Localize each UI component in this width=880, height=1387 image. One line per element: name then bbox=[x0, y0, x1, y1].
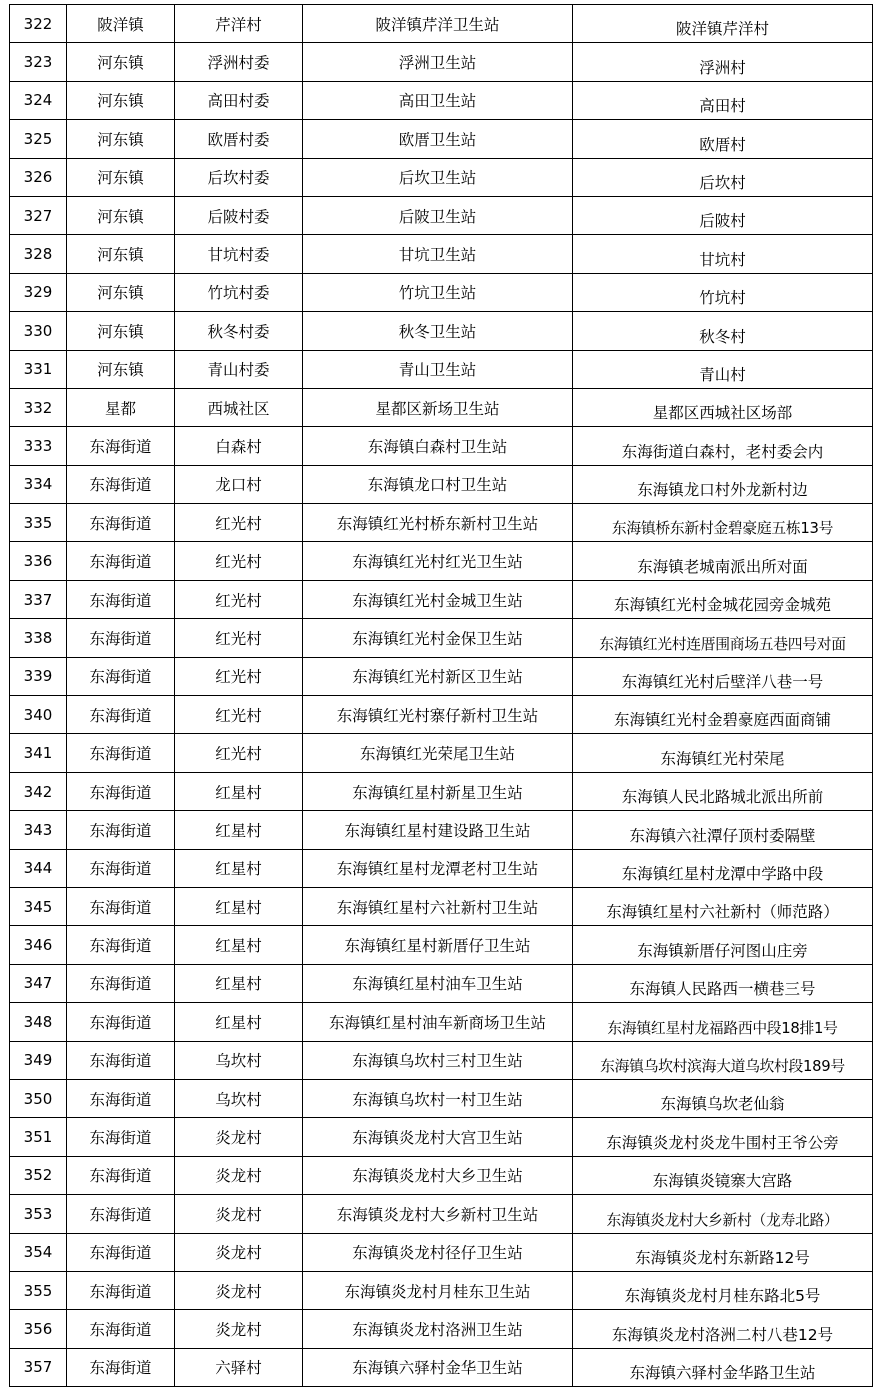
town-cell: 东海街道 bbox=[67, 619, 175, 657]
row-number: 324 bbox=[10, 81, 67, 119]
town-cell: 东海街道 bbox=[67, 926, 175, 964]
row-number: 337 bbox=[10, 580, 67, 618]
village-cell: 龙口村 bbox=[175, 465, 303, 503]
address-cell: 东海镇人民路西一横巷三号 bbox=[573, 964, 873, 1002]
address-cell: 青山村 bbox=[573, 350, 873, 388]
row-number: 339 bbox=[10, 657, 67, 695]
station-name-cell: 后坎卫生站 bbox=[303, 158, 573, 196]
town-cell: 河东镇 bbox=[67, 81, 175, 119]
town-cell: 东海街道 bbox=[67, 1271, 175, 1309]
town-cell: 东海街道 bbox=[67, 504, 175, 542]
address-cell: 东海镇红星村龙福路西中段18排1号 bbox=[573, 1003, 873, 1041]
table-row bbox=[10, 350, 873, 388]
row-number: 329 bbox=[10, 273, 67, 311]
address-cell: 东海镇红星村六社新村（师范路） bbox=[573, 887, 873, 925]
address-cell: 东海镇红光村金城花园旁金城苑 bbox=[573, 580, 873, 618]
town-cell: 河东镇 bbox=[67, 43, 175, 81]
row-number: 332 bbox=[10, 388, 67, 426]
table-row bbox=[10, 196, 873, 234]
village-cell: 红星村 bbox=[175, 926, 303, 964]
station-name-cell: 欧厝卫生站 bbox=[303, 120, 573, 158]
table-row bbox=[10, 734, 873, 772]
address-cell: 甘坑村 bbox=[573, 235, 873, 273]
row-number: 335 bbox=[10, 504, 67, 542]
table-row bbox=[10, 120, 873, 158]
row-number: 343 bbox=[10, 811, 67, 849]
station-name-cell: 东海镇红星村新星卫生站 bbox=[303, 772, 573, 810]
table-body bbox=[10, 5, 873, 1387]
table-row bbox=[10, 273, 873, 311]
row-number: 352 bbox=[10, 1156, 67, 1194]
table-row bbox=[10, 388, 873, 426]
address-cell: 陂洋镇芹洋村 bbox=[573, 5, 873, 43]
row-number: 345 bbox=[10, 887, 67, 925]
table-row bbox=[10, 1310, 873, 1348]
station-name-cell: 竹坑卫生站 bbox=[303, 273, 573, 311]
row-number: 355 bbox=[10, 1271, 67, 1309]
town-cell: 东海街道 bbox=[67, 734, 175, 772]
address-cell: 欧厝村 bbox=[573, 120, 873, 158]
table-row bbox=[10, 43, 873, 81]
station-name-cell: 东海镇白森村卫生站 bbox=[303, 427, 573, 465]
town-cell: 陂洋镇 bbox=[67, 5, 175, 43]
address-cell: 东海镇桥东新村金碧豪庭五栋13号 bbox=[573, 504, 873, 542]
table-row bbox=[10, 619, 873, 657]
table-row bbox=[10, 504, 873, 542]
village-cell: 炎龙村 bbox=[175, 1310, 303, 1348]
row-number: 349 bbox=[10, 1041, 67, 1079]
village-cell: 红星村 bbox=[175, 964, 303, 1002]
row-number: 342 bbox=[10, 772, 67, 810]
table-row bbox=[10, 811, 873, 849]
row-number: 347 bbox=[10, 964, 67, 1002]
table-row bbox=[10, 542, 873, 580]
village-cell: 红光村 bbox=[175, 504, 303, 542]
village-cell: 炎龙村 bbox=[175, 1156, 303, 1194]
station-name-cell: 后陂卫生站 bbox=[303, 196, 573, 234]
town-cell: 东海街道 bbox=[67, 1348, 175, 1386]
address-cell: 星都区西城社区场部 bbox=[573, 388, 873, 426]
village-cell: 红光村 bbox=[175, 542, 303, 580]
address-cell: 东海镇老城南派出所对面 bbox=[573, 542, 873, 580]
town-cell: 东海街道 bbox=[67, 1118, 175, 1156]
table-row bbox=[10, 1348, 873, 1386]
row-number: 322 bbox=[10, 5, 67, 43]
station-name-cell: 东海镇红星村六社新村卫生站 bbox=[303, 887, 573, 925]
station-name-cell: 浮洲卫生站 bbox=[303, 43, 573, 81]
station-name-cell: 东海镇炎龙村月桂东卫生站 bbox=[303, 1271, 573, 1309]
town-cell: 东海街道 bbox=[67, 1003, 175, 1041]
station-name-cell: 秋冬卫生站 bbox=[303, 312, 573, 350]
row-number: 323 bbox=[10, 43, 67, 81]
station-name-cell: 东海镇乌坎村一村卫生站 bbox=[303, 1079, 573, 1117]
health-station-table bbox=[9, 4, 873, 1387]
address-cell: 东海镇炎龙村月桂东路北5号 bbox=[573, 1271, 873, 1309]
table-row bbox=[10, 1195, 873, 1233]
address-cell: 东海镇红光村连厝围商场五巷四号对面 bbox=[573, 619, 873, 657]
station-name-cell: 陂洋镇芹洋卫生站 bbox=[303, 5, 573, 43]
table-row bbox=[10, 580, 873, 618]
village-cell: 红光村 bbox=[175, 657, 303, 695]
village-cell: 炎龙村 bbox=[175, 1271, 303, 1309]
address-cell: 东海镇红光村后壁洋八巷一号 bbox=[573, 657, 873, 695]
row-number: 348 bbox=[10, 1003, 67, 1041]
table-row bbox=[10, 235, 873, 273]
village-cell: 后陂村委 bbox=[175, 196, 303, 234]
town-cell: 东海街道 bbox=[67, 696, 175, 734]
station-name-cell: 东海镇红星村龙潭老村卫生站 bbox=[303, 849, 573, 887]
town-cell: 东海街道 bbox=[67, 811, 175, 849]
station-name-cell: 东海镇红光村新区卫生站 bbox=[303, 657, 573, 695]
station-name-cell: 东海镇红光村红光卫生站 bbox=[303, 542, 573, 580]
address-cell: 东海镇炎龙村东新路12号 bbox=[573, 1233, 873, 1271]
town-cell: 东海街道 bbox=[67, 1156, 175, 1194]
table-row bbox=[10, 1079, 873, 1117]
row-number: 357 bbox=[10, 1348, 67, 1386]
station-name-cell: 东海镇红光村桥东新村卫生站 bbox=[303, 504, 573, 542]
town-cell: 东海街道 bbox=[67, 1041, 175, 1079]
village-cell: 欧厝村委 bbox=[175, 120, 303, 158]
station-name-cell: 甘坑卫生站 bbox=[303, 235, 573, 273]
row-number: 350 bbox=[10, 1079, 67, 1117]
station-name-cell: 青山卫生站 bbox=[303, 350, 573, 388]
address-cell: 后坎村 bbox=[573, 158, 873, 196]
town-cell: 东海街道 bbox=[67, 887, 175, 925]
station-name-cell: 东海镇乌坎村三村卫生站 bbox=[303, 1041, 573, 1079]
table-row bbox=[10, 81, 873, 119]
table-row bbox=[10, 1271, 873, 1309]
row-number: 353 bbox=[10, 1195, 67, 1233]
village-cell: 白森村 bbox=[175, 427, 303, 465]
address-cell: 东海镇红光村金碧豪庭西面商铺 bbox=[573, 696, 873, 734]
address-cell: 东海镇红星村龙潭中学路中段 bbox=[573, 849, 873, 887]
village-cell: 红星村 bbox=[175, 1003, 303, 1041]
address-cell: 东海镇炎龙村炎龙牛围村王爷公旁 bbox=[573, 1118, 873, 1156]
address-cell: 高田村 bbox=[573, 81, 873, 119]
address-cell: 秋冬村 bbox=[573, 312, 873, 350]
station-name-cell: 东海镇红星村油车新商场卫生站 bbox=[303, 1003, 573, 1041]
table-row bbox=[10, 465, 873, 503]
address-cell: 东海镇炎龙村大乡新村（龙寿北路） bbox=[573, 1195, 873, 1233]
address-cell: 东海镇新厝仔河图山庄旁 bbox=[573, 926, 873, 964]
station-name-cell: 东海镇红光荣尾卫生站 bbox=[303, 734, 573, 772]
village-cell: 红光村 bbox=[175, 619, 303, 657]
village-cell: 秋冬村委 bbox=[175, 312, 303, 350]
address-cell: 竹坑村 bbox=[573, 273, 873, 311]
town-cell: 东海街道 bbox=[67, 849, 175, 887]
village-cell: 红星村 bbox=[175, 849, 303, 887]
address-cell: 东海镇六社潭仔顶村委隔壁 bbox=[573, 811, 873, 849]
station-name-cell: 东海镇红星村建设路卫生站 bbox=[303, 811, 573, 849]
town-cell: 东海街道 bbox=[67, 542, 175, 580]
table-row bbox=[10, 312, 873, 350]
address-cell: 东海镇炎镜寨大宫路 bbox=[573, 1156, 873, 1194]
row-number: 344 bbox=[10, 849, 67, 887]
town-cell: 河东镇 bbox=[67, 350, 175, 388]
station-name-cell: 东海镇红光村金城卫生站 bbox=[303, 580, 573, 618]
town-cell: 东海街道 bbox=[67, 427, 175, 465]
table-row bbox=[10, 1233, 873, 1271]
village-cell: 芹洋村 bbox=[175, 5, 303, 43]
address-cell: 东海镇乌坎村滨海大道乌坎村段189号 bbox=[573, 1041, 873, 1079]
row-number: 356 bbox=[10, 1310, 67, 1348]
station-name-cell: 东海镇红光村金保卫生站 bbox=[303, 619, 573, 657]
town-cell: 河东镇 bbox=[67, 235, 175, 273]
station-name-cell: 东海镇炎龙村洛洲卫生站 bbox=[303, 1310, 573, 1348]
village-cell: 高田村委 bbox=[175, 81, 303, 119]
row-number: 351 bbox=[10, 1118, 67, 1156]
address-cell: 东海街道白森村，老村委会内 bbox=[573, 427, 873, 465]
village-cell: 红星村 bbox=[175, 887, 303, 925]
village-cell: 乌坎村 bbox=[175, 1079, 303, 1117]
town-cell: 星都 bbox=[67, 388, 175, 426]
row-number: 340 bbox=[10, 696, 67, 734]
table-row bbox=[10, 657, 873, 695]
village-cell: 红光村 bbox=[175, 580, 303, 618]
row-number: 330 bbox=[10, 312, 67, 350]
table-row bbox=[10, 5, 873, 43]
village-cell: 乌坎村 bbox=[175, 1041, 303, 1079]
town-cell: 东海街道 bbox=[67, 1233, 175, 1271]
address-cell: 东海镇龙口村外龙新村边 bbox=[573, 465, 873, 503]
table-row bbox=[10, 964, 873, 1002]
row-number: 334 bbox=[10, 465, 67, 503]
town-cell: 东海街道 bbox=[67, 1195, 175, 1233]
station-name-cell: 东海镇红星村油车卫生站 bbox=[303, 964, 573, 1002]
station-name-cell: 东海镇红光村寨仔新村卫生站 bbox=[303, 696, 573, 734]
village-cell: 红光村 bbox=[175, 696, 303, 734]
table-row bbox=[10, 926, 873, 964]
address-cell: 后陂村 bbox=[573, 196, 873, 234]
station-name-cell: 东海镇龙口村卫生站 bbox=[303, 465, 573, 503]
town-cell: 东海街道 bbox=[67, 772, 175, 810]
row-number: 331 bbox=[10, 350, 67, 388]
table-row bbox=[10, 1003, 873, 1041]
row-number: 336 bbox=[10, 542, 67, 580]
town-cell: 东海街道 bbox=[67, 1310, 175, 1348]
station-name-cell: 东海镇炎龙村大宫卫生站 bbox=[303, 1118, 573, 1156]
town-cell: 东海街道 bbox=[67, 657, 175, 695]
row-number: 333 bbox=[10, 427, 67, 465]
village-cell: 西城社区 bbox=[175, 388, 303, 426]
town-cell: 河东镇 bbox=[67, 120, 175, 158]
station-name-cell: 东海镇炎龙村径仔卫生站 bbox=[303, 1233, 573, 1271]
town-cell: 东海街道 bbox=[67, 580, 175, 618]
village-cell: 青山村委 bbox=[175, 350, 303, 388]
village-cell: 红星村 bbox=[175, 811, 303, 849]
village-cell: 炎龙村 bbox=[175, 1118, 303, 1156]
village-cell: 红光村 bbox=[175, 734, 303, 772]
station-name-cell: 星都区新场卫生站 bbox=[303, 388, 573, 426]
village-cell: 红星村 bbox=[175, 772, 303, 810]
town-cell: 河东镇 bbox=[67, 158, 175, 196]
town-cell: 河东镇 bbox=[67, 312, 175, 350]
town-cell: 河东镇 bbox=[67, 196, 175, 234]
table-row bbox=[10, 772, 873, 810]
row-number: 327 bbox=[10, 196, 67, 234]
village-cell: 六驿村 bbox=[175, 1348, 303, 1386]
station-name-cell: 东海镇炎龙村大乡新村卫生站 bbox=[303, 1195, 573, 1233]
row-number: 325 bbox=[10, 120, 67, 158]
table-row bbox=[10, 427, 873, 465]
address-cell: 浮洲村 bbox=[573, 43, 873, 81]
table-row bbox=[10, 1041, 873, 1079]
address-cell: 东海镇人民北路城北派出所前 bbox=[573, 772, 873, 810]
village-cell: 竹坑村委 bbox=[175, 273, 303, 311]
row-number: 346 bbox=[10, 926, 67, 964]
table-row bbox=[10, 849, 873, 887]
station-name-cell: 高田卫生站 bbox=[303, 81, 573, 119]
town-cell: 东海街道 bbox=[67, 465, 175, 503]
station-name-cell: 东海镇炎龙村大乡卫生站 bbox=[303, 1156, 573, 1194]
row-number: 341 bbox=[10, 734, 67, 772]
address-cell: 东海镇六驿村金华路卫生站 bbox=[573, 1348, 873, 1386]
town-cell: 东海街道 bbox=[67, 1079, 175, 1117]
table-row bbox=[10, 1156, 873, 1194]
table-row bbox=[10, 887, 873, 925]
row-number: 354 bbox=[10, 1233, 67, 1271]
table-row bbox=[10, 1118, 873, 1156]
town-cell: 河东镇 bbox=[67, 273, 175, 311]
row-number: 326 bbox=[10, 158, 67, 196]
table-row bbox=[10, 696, 873, 734]
village-cell: 后坎村委 bbox=[175, 158, 303, 196]
town-cell: 东海街道 bbox=[67, 964, 175, 1002]
address-cell: 东海镇乌坎老仙翁 bbox=[573, 1079, 873, 1117]
village-cell: 浮洲村委 bbox=[175, 43, 303, 81]
station-name-cell: 东海镇六驿村金华卫生站 bbox=[303, 1348, 573, 1386]
row-number: 328 bbox=[10, 235, 67, 273]
table-row bbox=[10, 158, 873, 196]
village-cell: 炎龙村 bbox=[175, 1195, 303, 1233]
station-name-cell: 东海镇红星村新厝仔卫生站 bbox=[303, 926, 573, 964]
address-cell: 东海镇红光村荣尾 bbox=[573, 734, 873, 772]
village-cell: 炎龙村 bbox=[175, 1233, 303, 1271]
address-cell: 东海镇炎龙村洛洲二村八巷12号 bbox=[573, 1310, 873, 1348]
row-number: 338 bbox=[10, 619, 67, 657]
village-cell: 甘坑村委 bbox=[175, 235, 303, 273]
